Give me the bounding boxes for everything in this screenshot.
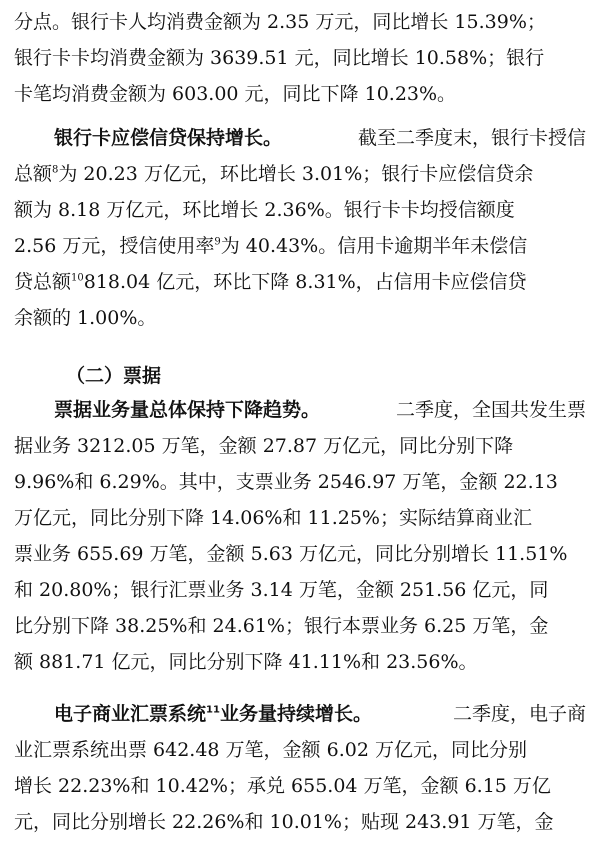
text-line <box>14 464 586 500</box>
text-fragment: 电子商业汇票系统 <box>54 703 207 725</box>
text-line-content: 业汇票系统出票 642.48 万笔，金额 6.02 万亿元，同比分别 <box>14 739 527 761</box>
paragraph-first-line <box>54 120 586 156</box>
text-line <box>14 536 586 572</box>
footnote-marker: 10 <box>71 272 84 284</box>
text-fragment: 818.04 亿元，环比下降 8.31%，占信用卡应偿信贷 <box>83 271 527 293</box>
text-fragment: 业务量持续增长。 <box>219 703 372 725</box>
text-fragment: 贷总额 <box>14 271 72 293</box>
text-line <box>14 228 586 264</box>
text-line-content: 二季度，全国共发生票 <box>395 399 586 421</box>
text-line-content: 9.96%和 6.29%。其中，支票业务 2546.97 万笔，金额 22.13 <box>14 471 558 493</box>
text-line <box>14 768 586 804</box>
text-line-content: 二季度，电子商 <box>452 703 586 725</box>
text-line <box>14 644 586 680</box>
text-line-content: 卡笔均消费金额为 603.00 元，同比下降 10.23%。 <box>14 83 457 105</box>
text-line <box>14 572 586 608</box>
text-line <box>14 804 586 840</box>
text-line-content: 截至二季度末，银行卡授信 <box>357 127 586 149</box>
paragraph-first-line <box>54 696 586 732</box>
text-line <box>14 300 586 336</box>
text-line-content: 分点。银行卡人均消费金额为 2.35 万元，同比增长 15.39%； <box>14 11 546 33</box>
text-line-content: 银行卡卡均消费金额为 3639.51 元，同比增长 10.58%；银行 <box>14 47 545 69</box>
text-line <box>14 156 586 192</box>
text-line-content: 余额的 1.00%。 <box>14 307 157 329</box>
text-line <box>14 76 586 112</box>
footnote-marker: 11 <box>206 704 220 716</box>
text-line-content: 据业务 3212.05 万笔，金额 27.87 万亿元，同比分别下降 <box>14 435 514 457</box>
section-heading: （二）票据 <box>66 365 162 387</box>
text-line-content: 元，同比分别增长 22.26%和 10.01%；贴现 243.91 万笔，金 <box>14 811 554 833</box>
text-fragment: 2.56 万元，授信使用率 <box>14 235 215 257</box>
text-fragment: 为 40.43%。信用卡逾期半年未偿信 <box>220 235 528 257</box>
text-line-content: 额 881.71 亿元，同比分别下降 41.11%和 23.56%。 <box>14 651 478 673</box>
text-line <box>14 428 586 464</box>
text-line <box>14 500 586 536</box>
text-line-content <box>14 228 527 264</box>
footnote-marker: 9 <box>214 236 221 248</box>
text-fragment: 总额 <box>14 163 53 185</box>
text-line-content <box>14 156 533 192</box>
text-line-content: 和 20.80%；银行汇票业务 3.14 万笔，金额 251.56 亿元，同 <box>14 579 549 601</box>
text-fragment: 为 20.23 万亿元，环比增长 3.01%；银行卡应偿信贷余 <box>58 163 534 185</box>
text-line-content: 额为 8.18 万亿元，环比增长 2.36%。银行卡卡均授信额度 <box>14 199 515 221</box>
paragraph-first-line <box>54 392 586 428</box>
text-line <box>14 192 586 228</box>
text-line-content: 增长 22.23%和 10.42%；承兑 655.04 万笔，金额 6.15 万亿 <box>14 775 551 797</box>
footnote-marker: 8 <box>52 164 59 176</box>
text-line-content: 票业务 655.69 万笔，金额 5.63 万亿元，同比分别增长 11.51% <box>14 543 568 565</box>
paragraph-title: 票据业务量总体保持下降趋势。 <box>54 399 321 421</box>
text-line <box>14 40 586 76</box>
text-line-content: 万亿元，同比分别下降 14.06%和 11.25%；实际结算商业汇 <box>14 507 532 529</box>
text-line <box>14 732 586 768</box>
text-line <box>14 608 586 644</box>
text-line <box>14 4 586 40</box>
paragraph-title <box>54 696 372 732</box>
text-line-content <box>14 264 527 300</box>
text-line <box>14 264 586 300</box>
paragraph-title: 银行卡应偿信贷保持增长。 <box>54 127 283 149</box>
text-line-content: 比分别下降 38.25%和 24.61%；银行本票业务 6.25 万笔，金 <box>14 615 549 637</box>
